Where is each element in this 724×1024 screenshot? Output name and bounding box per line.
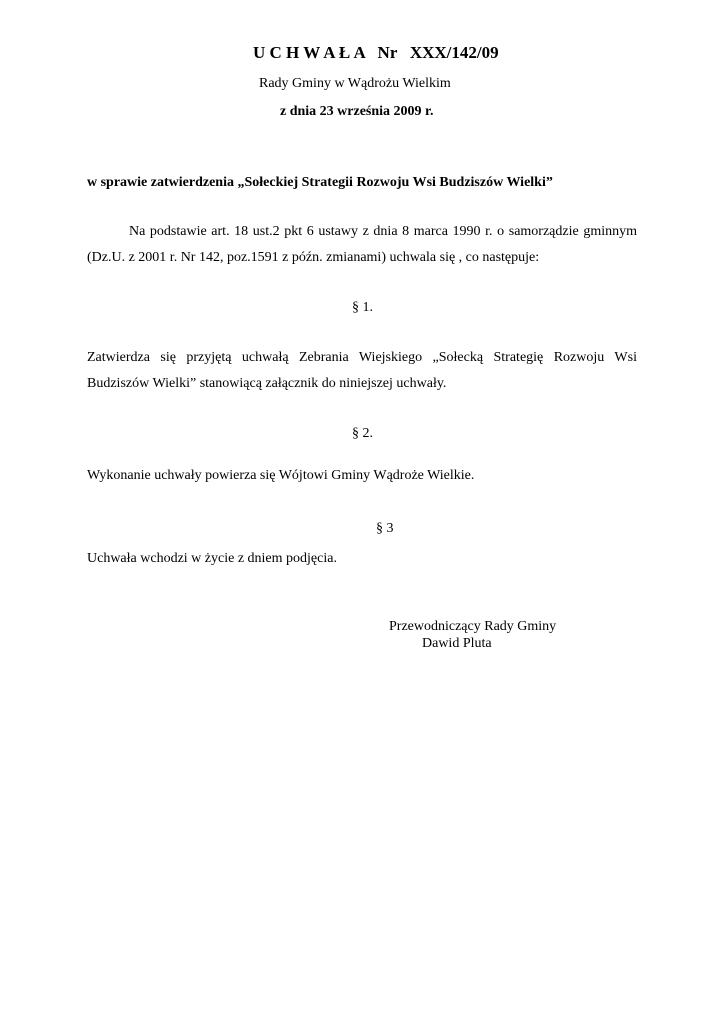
- section-2-text: Wykonanie uchwały powierza się Wójtowi Gminy Wądroże Wielkie.: [87, 468, 475, 483]
- preamble-paragraph: Na podstawie art. 18 ust.2 pkt 6 ustawy z dnia 8 marca 1990 r. o samorządzie gminnym (Dz.U. z 2001 r. Nr 142, poz.1591 z późn. zmianami) uchwala się , co następuje:: [87, 224, 637, 265]
- section-1-heading: § 1.: [352, 300, 373, 315]
- section-3-heading: § 3: [376, 521, 394, 536]
- resolution-date: z dnia 23 września 2009 r.: [280, 104, 434, 119]
- section-1-text: Zatwierdza się przyjętą uchwałą Zebrania Wiejskiego „Sołecką Strategię Rozwoju Wsi Budziszów Wielki” stanowiącą załącznik do niniejszej uchwały.: [87, 350, 637, 391]
- section-3-text: Uchwała wchodzi w życie z dniem podjęcia.: [87, 551, 337, 566]
- council-name: Rady Gminy w Wądrożu Wielkim: [259, 76, 451, 91]
- signature-name: Dawid Pluta: [422, 636, 492, 651]
- resolution-subject: w sprawie zatwierdzenia „Sołeckiej Strategii Rozwoju Wsi Budziszów Wielki”: [87, 175, 553, 190]
- section-2-heading: § 2.: [352, 426, 373, 441]
- signature-role: Przewodniczący Rady Gminy: [389, 619, 557, 634]
- resolution-title: U C H W A Ł A Nr XXX/142/09: [253, 43, 499, 62]
